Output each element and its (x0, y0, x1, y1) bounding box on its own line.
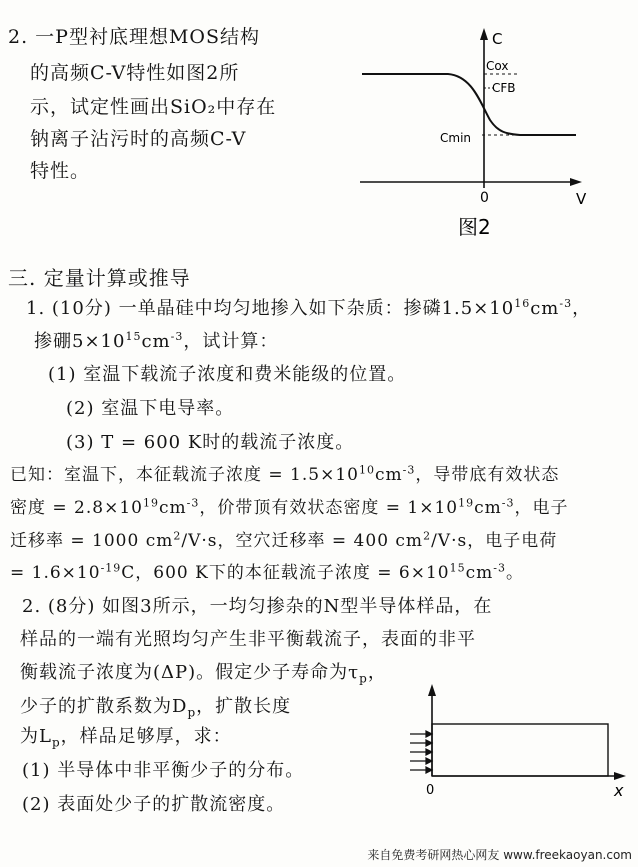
q1-given4-unit: cm (465, 563, 494, 583)
q1-given2-exp2: 19 (458, 496, 475, 510)
q1-given2-exp: 19 (142, 496, 159, 510)
q1-given3-exp2: 2 (423, 529, 432, 543)
q1-given4-unit-exp: -3 (493, 561, 506, 575)
q2-line4-text: 少子的扩散系数为D (20, 696, 188, 717)
origin-label: 0 (480, 190, 489, 206)
q1-given4-exp2: 15 (449, 561, 466, 575)
q1-line2-unit-exp: -3 (170, 330, 184, 343)
q1-given2-unit2-exp: -3 (501, 496, 515, 510)
q1-line2-exp: 15 (125, 330, 142, 343)
q1-given3-mid: /V·s，空穴迁移率 = 400 cm (181, 531, 424, 551)
cmin-label: Cmin (440, 131, 472, 145)
q1-line1-unit: cm (530, 298, 560, 319)
problem2-line5: 特性。 (30, 160, 91, 182)
q1-given2-unit2: cm (474, 498, 502, 518)
q1-given3-exp: 2 (173, 529, 182, 543)
q1-line2 (34, 327, 278, 353)
c-axis-arrow (480, 28, 488, 40)
q1-sub1: (1) 室温下载流子浓度和费米能级的位置。 (48, 364, 407, 385)
q1-given4-exp: -19 (100, 561, 122, 575)
problem2-line1: 2. 一P型衬底理想MOS结构 (8, 26, 260, 48)
q2-line3-tail: ， (367, 662, 387, 683)
q1-line1-unit-exp: -3 (559, 297, 573, 310)
q1-line2-tail: ，试计算： (183, 331, 279, 352)
sample-block (432, 724, 608, 776)
light-arrows (410, 731, 432, 773)
problem2-line4: 钠离子沾污时的高频C-V (30, 128, 247, 150)
q1-given2-mid: ，价带顶有效状态密度 = 1×10 (199, 498, 459, 518)
fig3-x-arrow (614, 772, 626, 780)
q2-line4 (20, 692, 291, 720)
q2-line2: 样品的一端有光照均匀产生非平衡载流子，表面的非平 (20, 629, 476, 650)
q1-given3-text: 迁移率 = 1000 cm (10, 531, 174, 551)
q1-given1-unit: cm (374, 465, 403, 485)
footer-watermark: 来自免费考研网热心网友 www.freekaoyan.com (367, 848, 632, 862)
q2-sub2: (2) 表面处少子的扩散流密度。 (22, 794, 286, 815)
q1-given3 (10, 526, 557, 551)
problem2-line2: 的高频C-V特性如图2所 (30, 62, 240, 84)
q1-given4 (10, 558, 524, 583)
q1-line2-text: 掺硼5×10 (34, 331, 126, 352)
q1-line2-unit: cm (141, 331, 171, 352)
q1-given4-tail: 。 (505, 563, 524, 583)
q2-line3-text: 衡载流子浓度为(ΔP)。假定少子寿命为τ (20, 662, 360, 683)
c-axis-label: C (492, 30, 503, 48)
q2-line3-sub: p (359, 671, 368, 686)
q2-line4-sub: p (187, 705, 197, 720)
fig3-vertical-arrow (428, 684, 436, 696)
q1-given1-tail: ，导带底有效状态 (415, 465, 560, 485)
q1-given4-text: = 1.6×10 (10, 563, 101, 583)
q1-sub3: (3) T = 600 K时的载流子浓度。 (66, 432, 355, 453)
fig3-x-label: x (614, 781, 624, 800)
cox-label: Cox (486, 59, 509, 73)
figure3-sample-diagram (400, 676, 632, 806)
figure2-cv-diagram (330, 22, 630, 252)
q2-line1: 2. (8分) 如图3所示，一均匀掺杂的N型半导体样品，在 (22, 596, 493, 617)
q1-line1-value: 1.5×10 (441, 298, 515, 319)
q1-line1-text: 1. (10分) 一单晶硅中均匀地掺入如下杂质：掺磷 (26, 298, 442, 319)
problem2-line3: 示，试定性画出SiO₂中存在 (30, 96, 277, 118)
q1-given1 (10, 460, 559, 485)
q1-given3-tail: /V·s，电子电荷 (431, 531, 558, 551)
q2-line5-tail: ，样品足够厚，求： (60, 726, 232, 747)
q1-given1-exp: 10 (358, 463, 375, 477)
q1-line1 (26, 294, 591, 320)
fig3-origin-label: 0 (426, 783, 435, 798)
q1-line1-exp: 16 (514, 297, 531, 310)
q2-line5-text: 为L (20, 726, 52, 747)
section3-heading: 三. 定量计算或推导 (8, 266, 191, 290)
q1-given2-text: 密度 = 2.8×10 (10, 498, 143, 518)
q1-given2 (10, 493, 568, 518)
q2-line5-sub: p (51, 735, 61, 750)
v-axis-arrow (570, 178, 582, 186)
q2-sub1: (1) 半导体中非平衡少子的分布。 (22, 760, 305, 781)
q1-given2-tail: ，电子 (514, 498, 569, 518)
cv-curve (362, 74, 576, 135)
q2-line3 (20, 658, 387, 686)
figure2-caption: 图2 (458, 215, 491, 239)
q2-line4-tail: ，扩散长度 (196, 696, 292, 717)
q1-given2-unit-exp: -3 (186, 496, 200, 510)
q2-line5 (20, 722, 232, 750)
q1-given1-text: 已知：室温下，本征载流子浓度 = 1.5×10 (10, 465, 359, 485)
v-axis-label: V (576, 190, 587, 208)
cfb-label: CFB (492, 81, 516, 95)
q1-sub2: (2) 室温下电导率。 (66, 398, 235, 419)
q1-line1-punct: ， (572, 298, 592, 319)
q1-given2-unit: cm (158, 498, 187, 518)
q1-given1-unit-exp: -3 (402, 463, 416, 477)
q1-given4-mid: C，600 K下的本征载流子浓度 = 6×10 (121, 563, 450, 583)
